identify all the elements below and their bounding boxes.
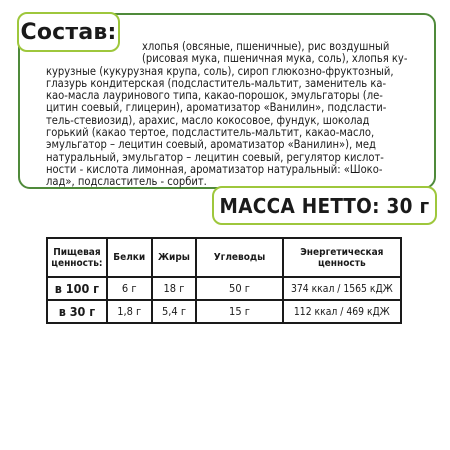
- composition-line: курузные (кукурузная крупа, соль), сироп глюкозно-фруктозный,: [46, 64, 394, 78]
- row-label: в 30 г: [47, 300, 107, 323]
- composition-line: горький (какао тертое, подсластитель-мальтит, какао-масло,: [46, 126, 375, 140]
- table-row: [47, 300, 401, 323]
- protein-value: 1,8 г: [107, 300, 152, 323]
- header-nutritional-value: Пищевая ценность:: [47, 238, 107, 277]
- composition-line: ности - кислота лимонная, ароматизатор натуральный: «Шоко-: [46, 162, 383, 176]
- composition-line: као-масла лауринового типа, какао-порошок, эмульгаторы (ле-: [46, 89, 383, 103]
- net-weight-text: МАССА НЕТТО: 30 г: [219, 193, 430, 218]
- composition-line: (рисовая мука, пшеничная мука, соль), хлопья ку-: [142, 52, 408, 66]
- composition-text: [46, 41, 450, 189]
- header-carbs: Углеводы: [196, 238, 282, 277]
- composition-line: эмульгатор – лецитин соевый, ароматизатор «Ванилин»), мед: [46, 138, 376, 152]
- carbs-value: 50 г: [196, 277, 282, 300]
- header-energy: Энергетическая ценность: [283, 238, 401, 277]
- composition-line: натуральный, эмульгатор – лецитин соевый, регулятор кислот-: [46, 150, 384, 164]
- table-row: [47, 277, 401, 300]
- composition-title: Состав:: [20, 19, 117, 45]
- header-fat: Жиры: [152, 238, 197, 277]
- row-label: в 100 г: [47, 277, 107, 300]
- net-weight-box: [212, 186, 437, 225]
- energy-value: 374 ккал / 1565 кДЖ: [283, 277, 401, 300]
- protein-value: 6 г: [107, 277, 152, 300]
- carbs-value: 15 г: [196, 300, 282, 323]
- energy-value: 112 ккал / 469 кДЖ: [283, 300, 401, 323]
- composition-line: хлопья (овсяные, пшеничные), рис воздушный: [142, 40, 390, 53]
- composition-line: цитин соевый, глицерин), ароматизатор «Ванилин», подсласти-: [46, 101, 387, 115]
- composition-title-box: [17, 12, 120, 52]
- nutrition-table: [46, 237, 402, 324]
- fat-value: 5,4 г: [152, 300, 197, 323]
- composition-line: лад», подсластитель - сорбит.: [46, 175, 207, 189]
- header-protein: Белки: [107, 238, 152, 277]
- composition-line: тель-стевиозид), арахис, масло кокосовое, фундук, шоколад: [46, 113, 370, 127]
- composition-line: глазурь кондитерская (подсластитель-мальтит, заменитель ка-: [46, 76, 387, 90]
- fat-value: 18 г: [152, 277, 197, 300]
- nutrition-header-row: [47, 238, 401, 277]
